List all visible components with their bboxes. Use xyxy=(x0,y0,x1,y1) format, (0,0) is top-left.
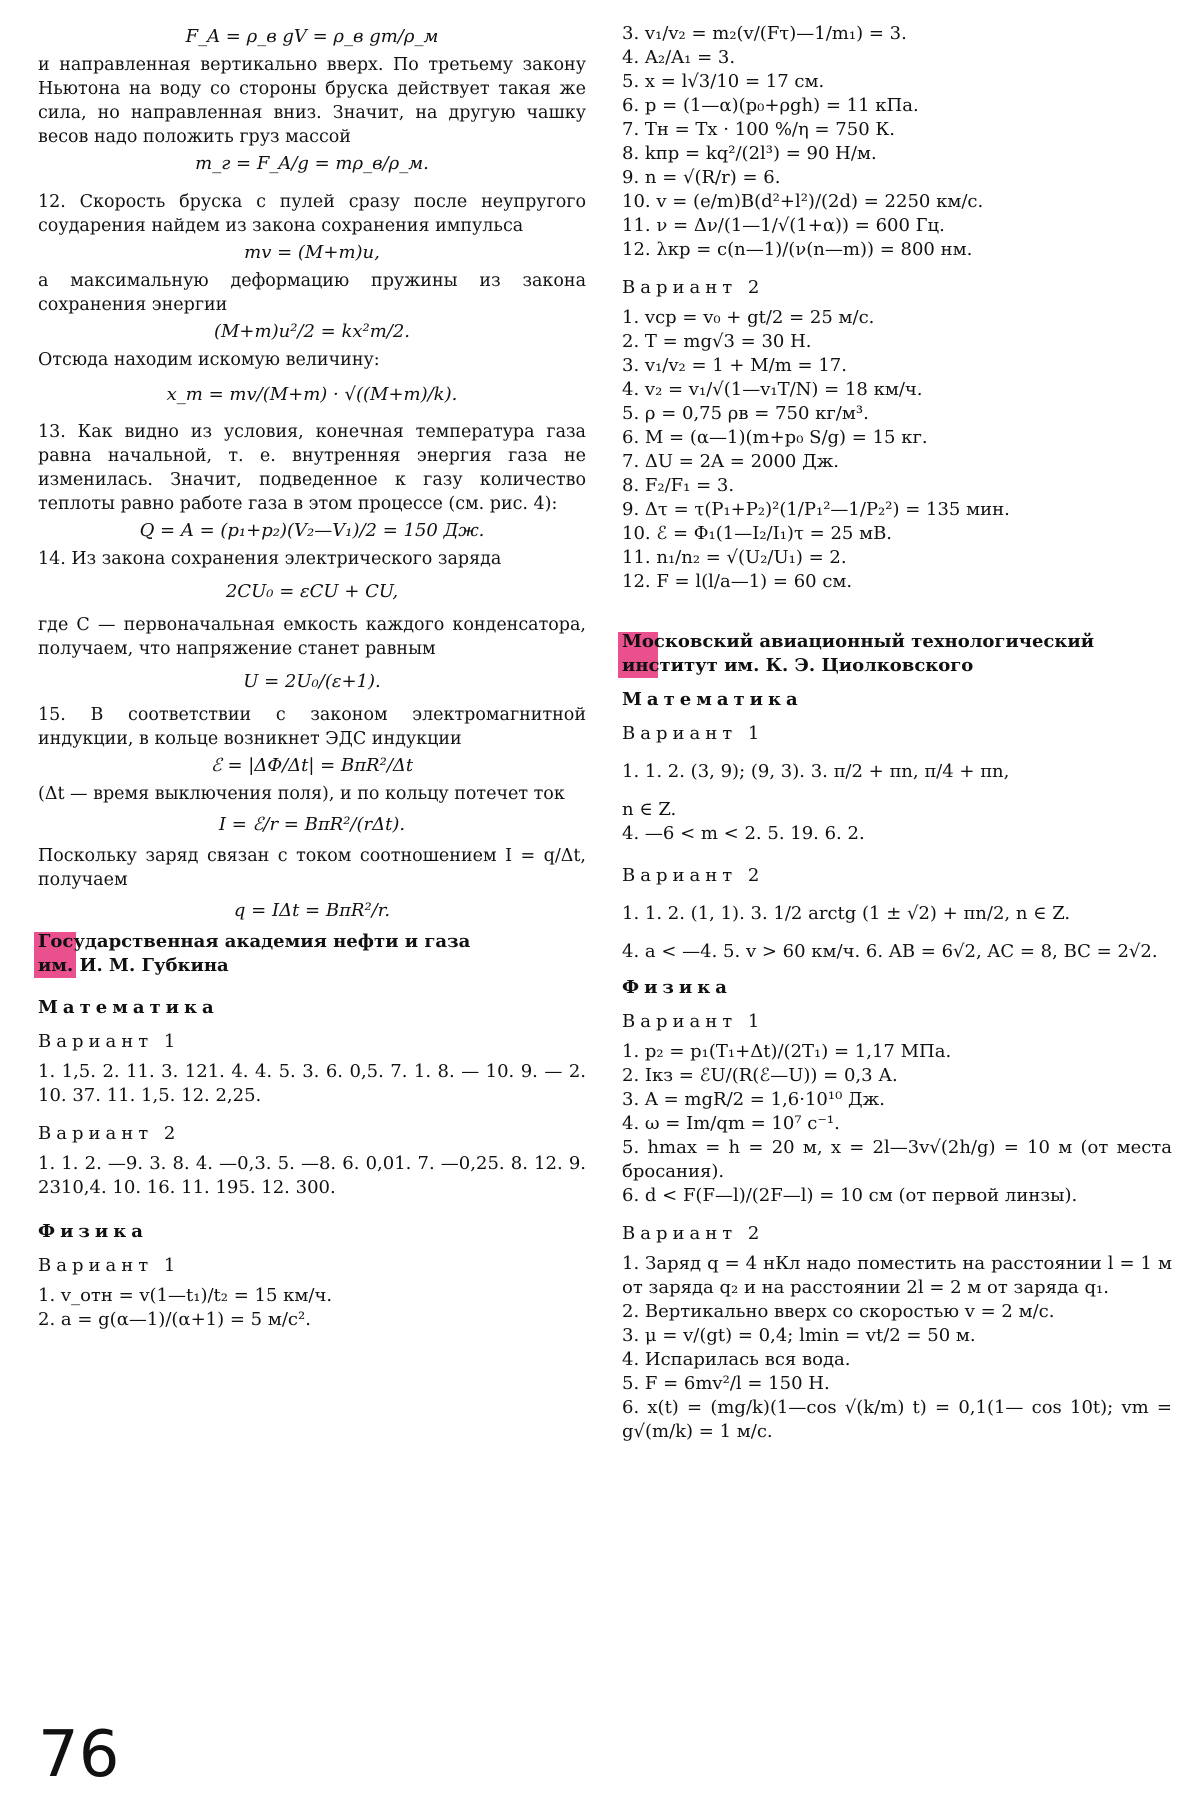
answer-line: 6. x(t) = (mg/k)(1—cos √(k/m) t) = 0,1(1— cos 10t); vm = g√(m/k) = 1 м/с. xyxy=(622,1397,1172,1442)
answer-line: 11. ν = Δν/(1—1/√(1+α)) = 600 Гц. xyxy=(622,215,945,236)
answers: 1. 1. 2. (1, 1). 3. 1/2 arctg (1 ± √2) + πn/2, n ∈ Z. xyxy=(622,903,1071,924)
answer-line: 5. ρ = 0,75 ρв = 750 кг/м³. xyxy=(622,403,869,424)
right-column xyxy=(622,22,1172,1444)
problem-14: 14. Из закона сохранения электрического заряда xyxy=(38,549,502,569)
problem-15: 15. В соответствии с законом электромагнитной индукции, в кольце возникнет ЭДС индукции xyxy=(38,705,586,749)
equation: ℰ = |ΔΦ/Δt| = BπR²/Δt xyxy=(210,755,414,776)
paragraph: Поскольку заряд связан с током соотношением I = q/Δt, получаем xyxy=(38,846,586,890)
subject-title: Физика xyxy=(622,977,732,998)
answer-line: 3. A = mgR/2 = 1,6·10¹⁰ Дж. xyxy=(622,1089,885,1110)
answer-line: 9. Δτ = τ(P₁+P₂)²(1/P₁²—1/P₂²) = 135 мин. xyxy=(622,499,1010,520)
answers-list xyxy=(38,1284,586,1332)
answer-line: 6. d < F(F—l)/(2F—l) = 10 см (от первой линзы). xyxy=(622,1185,1078,1206)
paragraph: (Δt — время выключения поля), и по кольцу потечет ток xyxy=(38,784,565,804)
answer-line: 2. a = g(α—1)/(α+1) = 5 м/с². xyxy=(38,1309,311,1330)
equation: x_m = mv/(M+m) · √((M+m)/k). xyxy=(166,384,458,405)
answer-line: 12. λкр = c(n—1)/(ν(n—m)) = 800 нм. xyxy=(622,239,973,260)
answer-line: 5. F = 6mv²/l = 150 Н. xyxy=(622,1373,830,1394)
answer-line: 3. μ = v/(gt) = 0,4; lmin = vt/2 = 50 м. xyxy=(622,1325,976,1346)
equation: (M+m)u²/2 = kx²m/2. xyxy=(213,321,411,342)
answer-line: 1. vср = v₀ + gt/2 = 25 м/с. xyxy=(622,307,875,328)
subject-title: Математика xyxy=(38,997,219,1018)
answer-line: 9. n = √(R/r) = 6. xyxy=(622,167,781,188)
answer-line: 1. Заряд q = 4 нКл надо поместить на расстоянии l = 1 м от заряда q₂ и на расстоянии 2l = 2 м от заряда q₁. xyxy=(622,1253,1172,1298)
variant-title: Вариант 1 xyxy=(38,1031,181,1052)
answer-line: 4. ω = Im/qm = 10⁷ с⁻¹. xyxy=(622,1113,840,1134)
answer-line: 2. T = mg√3 = 30 Н. xyxy=(622,331,812,352)
equation: F_A = ρ_в gV = ρ_в gm/ρ_м xyxy=(185,26,439,47)
answer-line: 5. hmax = h = 20 м, x = 2l—3v√(2h/g) = 10 м (от места бросания). xyxy=(622,1137,1172,1182)
answer-line: 12. F = l(l/a—1) = 60 см. xyxy=(622,571,853,592)
answer-line: 1. v_отн = v(1—t₁)/t₂ = 15 км/ч. xyxy=(38,1285,333,1306)
answer-line: 3. v₁/v₂ = m₂(v/(Fτ)—1/m₁) = 3. xyxy=(622,23,907,44)
institution-heading: Государственная академия нефти и газа им. И. М. Губкина xyxy=(38,930,586,978)
paragraph: где C — первоначальная емкость каждого конденсатора, получаем, что напряжение станет равным xyxy=(38,615,586,659)
answers: 4. —6 < m < 2. 5. 19. 6. 2. xyxy=(622,823,865,844)
answer-line: 1. p₂ = p₁(T₁+Δt)/(2T₁) = 1,17 МПа. xyxy=(622,1041,952,1062)
subject-title: Математика xyxy=(622,689,803,710)
answer-line: 8. F₂/F₁ = 3. xyxy=(622,475,735,496)
equation: Q = A = (p₁+p₂)(V₂—V₁)/2 = 150 Дж. xyxy=(139,520,485,541)
problem-12: 12. Скорость бруска с пулей сразу после неупругого соударения найдем из закона сохранения импульса xyxy=(38,192,586,236)
equation: U = 2U₀/(ε+1). xyxy=(243,671,381,692)
answers: 1. 1. 2. —9. 3. 8. 4. —0,3. 5. —8. 6. 0,01. 7. —0,25. 8. 12. 9. 2310,4. 10. 16. 11. 195. 12. 300. xyxy=(38,1153,586,1198)
equation: I = ℰ/r = BπR²/(rΔt). xyxy=(218,814,406,835)
answer-line: 7. Tн = Tх · 100 %/η = 750 К. xyxy=(622,119,896,140)
answers: 4. a < —4. 5. v > 60 км/ч. 6. AB = 6√2, AC = 8, BC = 2√2. xyxy=(622,941,1158,962)
answer-line: 3. v₁/v₂ = 1 + M/m = 17. xyxy=(622,355,847,376)
page-number: 76 xyxy=(38,1718,120,1792)
answer-line: 5. x = l√3/10 = 17 см. xyxy=(622,71,825,92)
variant-title: Вариант 2 xyxy=(622,865,765,886)
answer-line: 6. M = (α—1)(m+p₀ S/g) = 15 кг. xyxy=(622,427,928,448)
answers-list xyxy=(622,1040,1172,1208)
answers-list xyxy=(622,22,1172,262)
equation: mv = (M+m)u, xyxy=(244,242,380,263)
left-column xyxy=(38,22,586,1332)
variant-title: Вариант 2 xyxy=(38,1123,181,1144)
answer-line: 4. A₂/A₁ = 3. xyxy=(622,47,736,68)
answers: 1. 1,5. 2. 11. 3. 121. 4. 4. 5. 3. 6. 0,5. 7. 1. 8. — 10. 9. — 2. 10. 37. 11. 1,5. 12. 2,25. xyxy=(38,1061,586,1106)
answer-line: 10. ℰ = Φ₁(1—I₂/I₁)τ = 25 мВ. xyxy=(622,523,893,544)
answer-line: 2. Вертикально вверх со скоростью v = 2 м/с. xyxy=(622,1301,1055,1322)
paragraph: Отсюда находим искомую величину: xyxy=(38,350,380,370)
answer-line: 4. Испарилась вся вода. xyxy=(622,1349,851,1370)
answer-line: 11. n₁/n₂ = √(U₂/U₁) = 2. xyxy=(622,547,847,568)
variant-title: Вариант 1 xyxy=(622,723,765,744)
paragraph: и направленная вертикально вверх. По третьему закону Ньютона на воду со стороны бруска действует такая же сила, но направленная вниз. Значит, на другую чашку весов надо положить груз массой xyxy=(38,55,586,147)
institution-heading: Московский авиационный технологический институт им. К. Э. Циолковского xyxy=(622,630,1172,678)
answer-line: 10. v = (e/m)B(d²+l²)/(2d) = 2250 км/с. xyxy=(622,191,984,212)
answers-list xyxy=(622,306,1172,594)
equation: q = IΔt = BπR²/r. xyxy=(233,900,391,921)
variant-title: Вариант 1 xyxy=(38,1255,181,1276)
answer-line: 6. p = (1—α)(p₀+ρgh) = 11 кПа. xyxy=(622,95,919,116)
answers: n ∈ Z. xyxy=(622,799,677,820)
paragraph: а максимальную деформацию пружины из закона сохранения энергии xyxy=(38,271,586,315)
answers: 1. 1. 2. (3, 9); (9, 3). 3. π/2 + πn, π/4 + πn, xyxy=(622,761,1010,782)
variant-title: Вариант 1 xyxy=(622,1011,765,1032)
answers-list xyxy=(622,1252,1172,1444)
answer-line: 4. v₂ = v₁/√(1—v₁T/N) = 18 км/ч. xyxy=(622,379,923,400)
subject-title: Физика xyxy=(38,1221,148,1242)
answer-line: 8. kпр = kq²/(2l³) = 90 Н/м. xyxy=(622,143,877,164)
equation: 2CU₀ = εCU + CU, xyxy=(225,581,399,602)
variant-title: Вариант 2 xyxy=(622,1223,765,1244)
answer-line: 2. Iкз = ℰU/(R(ℰ—U)) = 0,3 А. xyxy=(622,1065,898,1086)
problem-13: 13. Как видно из условия, конечная температура газа равна начальной, т. е. внутренняя энергия газа не изменилась. Значит, подведенное к газу количество теплоты равно работе газа в этом процессе (см. рис. 4): xyxy=(38,422,586,514)
equation: m_г = F_A/g = mρ_в/ρ_м. xyxy=(195,153,429,174)
answer-line: 7. ΔU = 2A = 2000 Дж. xyxy=(622,451,840,472)
variant-title: Вариант 2 xyxy=(622,277,765,298)
